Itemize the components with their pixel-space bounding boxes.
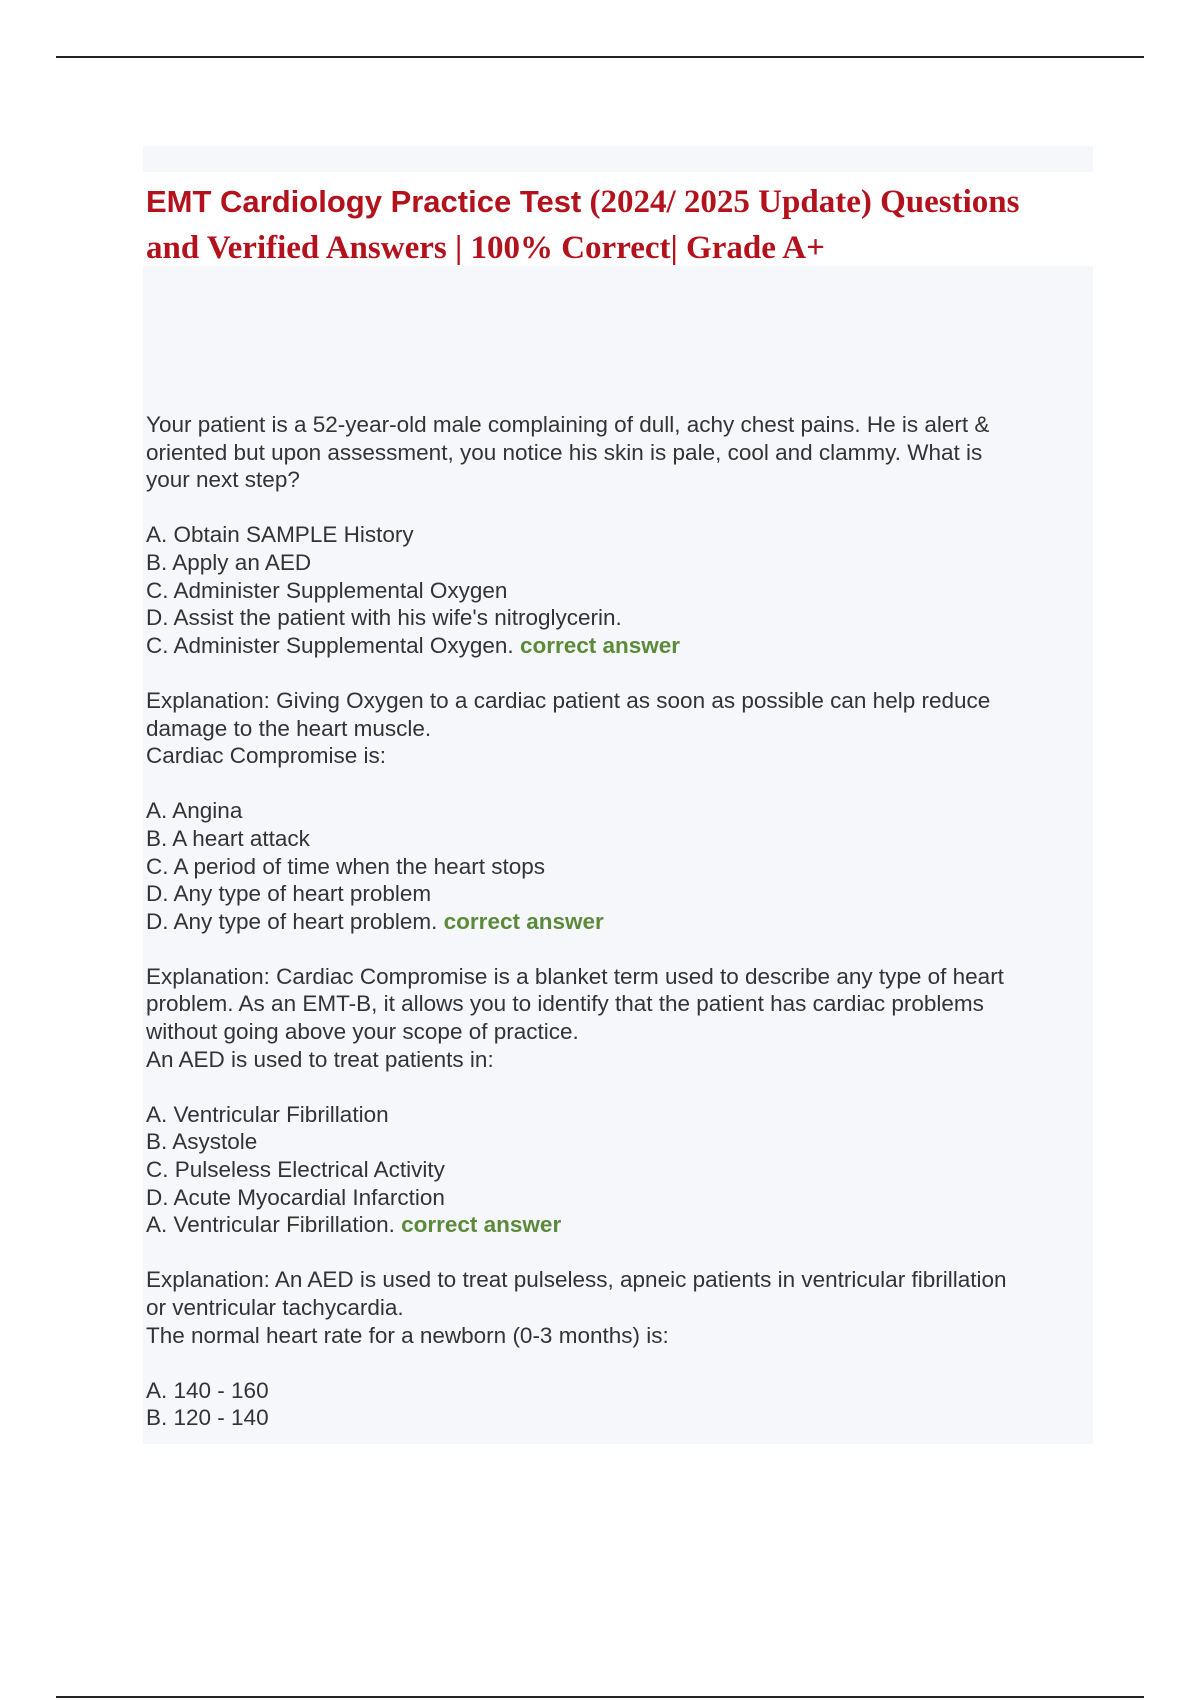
question-3-answer-text: A. Ventricular Fibrillation. [146, 1212, 395, 1238]
question-3-correct-tag: correct answer [401, 1212, 562, 1238]
question-1-explanation-line-2: damage to the heart muscle. [146, 715, 432, 741]
question-3-answer [146, 1211, 1086, 1239]
bottom-rule [56, 1696, 1144, 1698]
question-3-explanation-line-1: Explanation: An AED is used to treat pulseless, apneic patients in ventricular fibrillation [146, 1267, 1007, 1293]
title-line2: and Verified Answers | 100% Correct| Grade A+ [146, 230, 825, 266]
question-1-answer-text: C. Administer Supplemental Oxygen. [146, 632, 514, 658]
question-2-explanation-line-3: without going above your scope of practice. [146, 1019, 579, 1045]
questions-body [146, 411, 1086, 1432]
question-1-line-3: your next step? [146, 467, 300, 493]
question-2-answer-text: D. Any type of heart problem. [146, 908, 438, 934]
question-4-option-b: B. 120 - 140 [146, 1405, 269, 1431]
question-1-correct-tag: correct answer [519, 632, 681, 658]
question-2-option-d: D. Any type of heart problem [146, 881, 432, 907]
question-3-option-d: D. Acute Myocardial Infarction [146, 1184, 445, 1210]
question-2-option-c: C. A period of time when the heart stops [146, 853, 545, 879]
title-lead: EMT Cardiology Practice Test [146, 184, 582, 219]
question-1-option-a: A. Obtain SAMPLE History [146, 522, 414, 548]
question-1-option-c: C. Administer Supplemental Oxygen [146, 577, 508, 603]
title-rest-line1: (2024/ 2025 Update) Questions [581, 184, 1020, 220]
question-1-option-d: D. Assist the patient with his wife's nitroglycerin. [146, 605, 622, 631]
question-1-option-b: B. Apply an AED [146, 549, 312, 575]
document-title [146, 179, 1091, 271]
top-rule [56, 56, 1144, 58]
question-4-option-a: A. 140 - 160 [146, 1377, 269, 1403]
question-2-correct-tag: correct answer [443, 908, 604, 934]
question-1-explanation-line-1: Explanation: Giving Oxygen to a cardiac patient as soon as possible can help reduce [146, 687, 991, 713]
question-2-option-a: A. Angina [146, 798, 243, 824]
question-4-line-1: The normal heart rate for a newborn (0-3 months) is: [146, 1322, 669, 1348]
question-1-answer [146, 632, 1086, 660]
question-3-option-a: A. Ventricular Fibrillation [146, 1101, 389, 1127]
question-2-option-b: B. A heart attack [146, 825, 310, 851]
question-2-line-1: Cardiac Compromise is: [146, 743, 387, 769]
question-2-answer [146, 908, 1086, 936]
question-2-explanation-line-2: problem. As an EMT-B, it allows you to identify that the patient has cardiac problems [146, 991, 984, 1017]
question-1-line-1: Your patient is a 52-year-old male complaining of dull, achy chest pains. He is alert & [146, 412, 990, 437]
question-1-line-2: oriented but upon assessment, you notice his skin is pale, cool and clammy. What is [146, 439, 983, 465]
question-3-line-1: An AED is used to treat patients in: [146, 1046, 494, 1072]
question-3-explanation-line-2: or ventricular tachycardia. [146, 1295, 404, 1320]
question-2-explanation-line-1: Explanation: Cardiac Compromise is a blanket term used to describe any type of heart [146, 963, 1004, 989]
question-3-option-b: B. Asystole [146, 1129, 258, 1155]
question-3-option-c: C. Pulseless Electrical Activity [146, 1157, 445, 1183]
document-content [143, 146, 1093, 1444]
